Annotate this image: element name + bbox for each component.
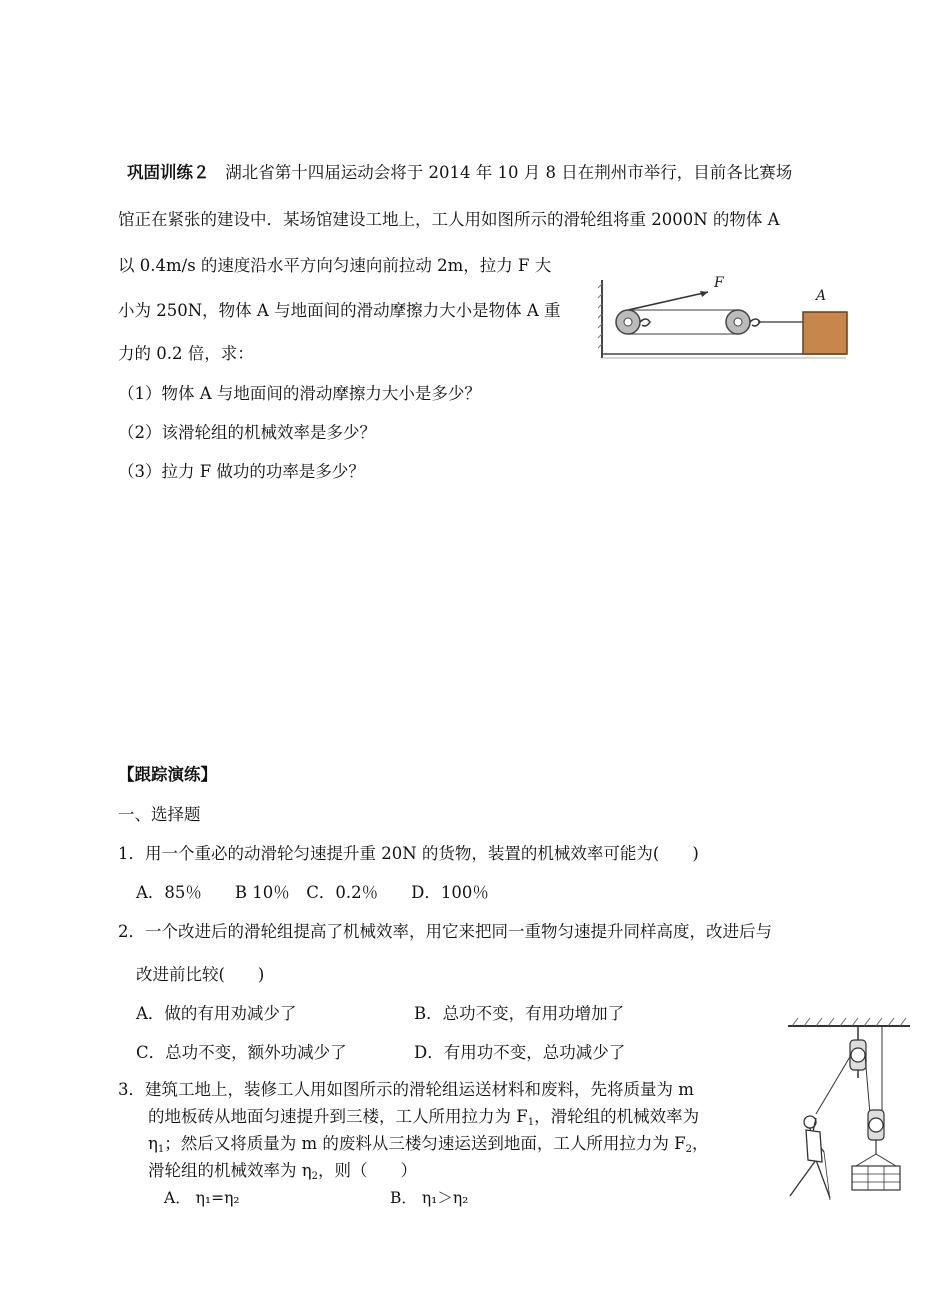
mc-question-2-stem2: 改进前比较( ) (136, 965, 265, 984)
problem-text-line5: 力的 0.2 倍，求： (118, 344, 254, 363)
mc-question-3-line2: 的地板砖从地面匀速提升到三楼，工人所用拉力为 $F_1$，滑轮组的机械效率为 (148, 1107, 700, 1128)
mc-question-2-option-b: B．总功不变，有用功增加了 (414, 1004, 625, 1023)
mc-question-2-option-a: A．做的有用劝减少了 (136, 1004, 297, 1023)
mc-question-3-line4: 滑轮组的机械效率为 $\eta_2$，则（ ） (148, 1161, 418, 1182)
mc-question-2: 2．一个改进后的滑轮组提高了机械效率，用它来把同一重物匀速提升同样高度，改进后与 (118, 922, 772, 941)
problem-text-line2: 馆正在紧张的建设中．某场馆建设工地上，工人用如图所示的滑轮组将重 2000N 的物体 A (118, 210, 780, 229)
problem-text-line4: 小为 250N，物体 A 与地面间的滑动摩擦力大小是物体 A 重 (118, 301, 561, 320)
mc-question-2-option-d: D．有用功不变，总功减少了 (414, 1043, 626, 1062)
block-a (803, 312, 847, 354)
question-3: （3）拉力 F 做功的功率是多少？ (118, 462, 365, 481)
problem-label: 巩固训练２ (127, 163, 210, 182)
mc-question-3-line3: $\eta_1$；然后又将质量为 m 的废料从三楼匀速运送到地面，工人所用拉力为 $F_2$， (148, 1134, 709, 1155)
mc-question-1-options: A．85％ B 10％ C．0.2％ D．100％ (136, 883, 489, 902)
section-title: 一、选择题 (118, 805, 201, 824)
block-label: A (816, 288, 827, 304)
pulley-figure (598, 270, 850, 362)
mc-question-3-option-b: B． η₁＞η₂ (390, 1189, 469, 1207)
mc-question-2-option-c: C．总功不变，额外功减少了 (136, 1043, 347, 1062)
worker (790, 1116, 830, 1198)
problem-text-line1: 湖北省第十四届运动会将于 2014 年 10 月 8 日在荆州市举行，目前各比赛场 (225, 163, 793, 182)
question-1: （1）物体 A 与地面间的滑动摩擦力大小是多少？ (118, 384, 481, 403)
mc-question-1: 1．用一个重必的动滑轮匀速提升重 20N 的货物，装置的机械效率可能为( ) (118, 844, 699, 863)
mc-question-3-option-a: A． η₁=η₂ (164, 1189, 240, 1207)
worker-pulley-figure (786, 1014, 912, 1204)
problem-text-line3: 以 0.4m/s 的速度沿水平方向匀速向前拉动 2m，拉力 F 大 (118, 256, 552, 275)
mc-question-3-line1: 3．建筑工地上，装修工人用如图所示的滑轮组运送材料和废料，先将质量为 m (118, 1080, 694, 1099)
practice-heading: 【跟踪演练】 (118, 765, 217, 784)
question-2: （2）该滑轮组的机械效率是多少？ (118, 423, 376, 442)
movable-pulley (726, 310, 760, 334)
fixed-pulley (616, 310, 650, 334)
force-label: F (714, 275, 724, 291)
